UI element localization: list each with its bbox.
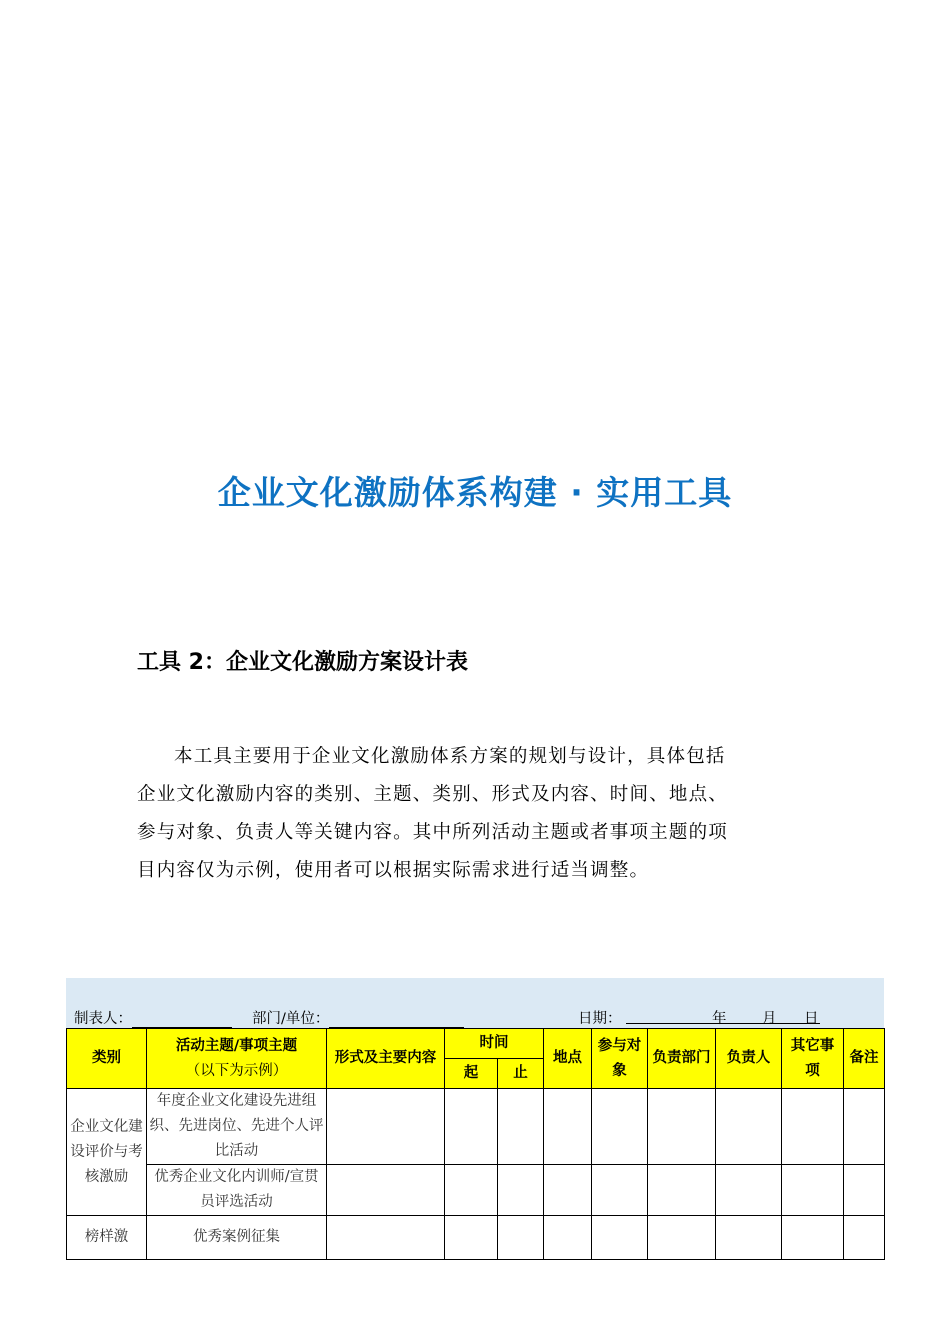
empty-cell[interactable] [648,1165,716,1216]
header-other: 其它事项 [782,1029,844,1089]
dept-blank[interactable] [329,1012,464,1028]
header-owner: 负责人 [716,1029,782,1089]
maker-field[interactable] [74,1007,232,1028]
day-label: 日 [804,1011,819,1027]
header-remark: 备注 [844,1029,885,1089]
topic-cell: 年度企业文化建设先进组织、先进岗位、先进个人评比活动 [147,1089,327,1165]
empty-cell[interactable] [445,1089,498,1165]
intro-line: 本工具主要用于企业文化激励体系方案的规划与设计，具体包括 [174,746,726,767]
intro-line: 参与对象、负责人等关键内容。其中所列活动主题或者事项主题的项 [137,822,729,843]
maker-label: 制表人： [74,1011,132,1027]
header-category: 类别 [67,1029,147,1089]
year-label: 年 [712,1011,727,1027]
empty-cell[interactable] [592,1165,648,1216]
empty-cell[interactable] [544,1165,592,1216]
dept-label: 部门/单位： [252,1011,330,1027]
maker-blank[interactable] [132,1012,232,1028]
empty-cell[interactable] [782,1165,844,1216]
empty-cell[interactable] [544,1216,592,1260]
empty-cell[interactable] [498,1089,544,1165]
empty-cell[interactable] [844,1089,885,1165]
tool-subtitle: 工具 2：企业文化激励方案设计表 [137,650,468,675]
table-row [67,1216,885,1260]
empty-cell[interactable] [782,1216,844,1260]
header-topic-label: 活动主题/事项主题 [175,1037,298,1054]
empty-cell[interactable] [648,1216,716,1260]
date-label: 日期： [578,1011,622,1027]
table-row [67,1165,885,1216]
header-start: 起 [445,1059,498,1089]
empty-cell[interactable] [592,1089,648,1165]
design-form [66,978,884,1261]
header-time: 时间 [445,1029,544,1059]
form-header [66,978,884,1028]
topic-cell: 优秀企业文化内训师/宣贯员评选活动 [147,1165,327,1216]
empty-cell[interactable] [844,1216,885,1260]
intro-paragraph [137,738,827,890]
intro-line: 目内容仅为示例，使用者可以根据实际需求进行适当调整。 [137,860,650,881]
empty-cell[interactable] [716,1089,782,1165]
design-table [66,1028,885,1260]
empty-cell[interactable] [327,1165,445,1216]
empty-cell[interactable] [327,1089,445,1165]
table-row [67,1089,885,1165]
empty-cell[interactable] [327,1216,445,1260]
empty-cell[interactable] [716,1216,782,1260]
header-form-content: 形式及主要内容 [327,1029,445,1089]
category-cell: 榜样激 [67,1216,147,1260]
header-participants: 参与对象 [592,1029,648,1089]
header-row [67,1029,885,1059]
empty-cell[interactable] [544,1089,592,1165]
month-label: 月 [762,1011,777,1027]
empty-cell[interactable] [445,1165,498,1216]
empty-cell[interactable] [716,1165,782,1216]
empty-cell[interactable] [592,1216,648,1260]
topic-cell: 优秀案例征集 [147,1216,327,1260]
intro-line: 企业文化激励内容的类别、主题、类别、形式及内容、时间、地点、 [137,784,729,805]
empty-cell[interactable] [648,1089,716,1165]
dept-field[interactable] [252,1007,464,1028]
empty-cell[interactable] [498,1165,544,1216]
empty-cell[interactable] [782,1089,844,1165]
empty-cell[interactable] [445,1216,498,1260]
header-dept: 负责部门 [648,1029,716,1089]
empty-cell[interactable] [498,1216,544,1260]
document-title: 企业文化激励体系构建 · 实用工具 [217,473,733,512]
category-cell: 企业文化建设评价与考核激励 [67,1089,147,1216]
header-topic [147,1029,327,1089]
header-place: 地点 [544,1029,592,1089]
header-end: 止 [498,1059,544,1089]
date-field-label [578,1007,622,1028]
empty-cell[interactable] [844,1165,885,1216]
header-topic-note: （以下为示例） [185,1062,288,1079]
